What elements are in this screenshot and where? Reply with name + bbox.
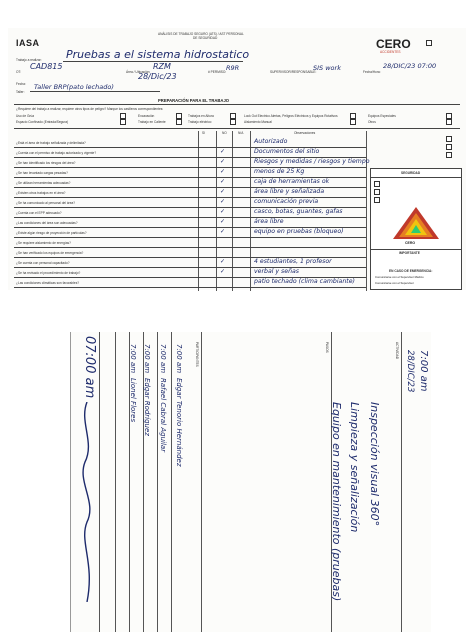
shop-value: Taller BRP(pato lechado) — [34, 83, 114, 91]
checklist-question: ¿Las condiciones del área son adecuadas? — [16, 221, 78, 225]
form-title: ANÁLISIS DE TRABAJO SEGURO (ATS) / AST PERSONAL — [158, 32, 244, 36]
col-si: SI — [202, 131, 206, 135]
side-checkbox[interactable] — [446, 136, 452, 142]
check-mark-icon[interactable]: ✓ — [220, 149, 226, 155]
check-mark-icon[interactable]: ✓ — [220, 189, 226, 195]
checklist-observation: menos de 25 Kg — [254, 168, 305, 175]
checklist-observation: caja de herramientas ok — [254, 178, 330, 185]
safety-side-panel — [370, 168, 462, 290]
checklist-question: ¿Las condiciones climáticas son favorables? — [16, 281, 80, 285]
supervisor-label: SUPERVISOR/RESPONSABLE: — [270, 70, 317, 74]
checklist-question: ¿Se ha comunicado al personal del área? — [16, 201, 76, 205]
type-checkbox[interactable] — [446, 119, 452, 125]
type-checkbox[interactable] — [350, 119, 356, 125]
activity-sheet-rotated — [70, 332, 431, 632]
cero-accidentes-logo: CERO — [376, 37, 411, 51]
participant-time: 7:00 am — [143, 344, 151, 374]
checklist-question: ¿Se requiere aislamiento de energías? — [16, 241, 71, 245]
signature-time: 07:00 am — [82, 336, 97, 399]
label-steps: PASOS — [325, 342, 329, 353]
type-option: Trabajo eléctrico — [188, 120, 212, 124]
type-checkbox[interactable] — [350, 113, 356, 119]
type-option: Lock Out Electrico Alertas, Peligros Eléctricos y Equipos Rotativos — [244, 114, 338, 118]
datetime-value: 28/DIC/23 07:00 — [383, 62, 437, 70]
checklist-observation: área libre — [254, 218, 284, 225]
participant-time: 7:00 am — [159, 344, 167, 374]
col-na: N/A — [238, 131, 244, 135]
ot-label: OT: — [16, 70, 21, 74]
checklist-observation: comunicación previa — [254, 198, 319, 205]
type-checkbox[interactable] — [176, 119, 182, 125]
datetime-label: Fecha/Hora: — [363, 70, 381, 74]
checklist-question: ¿Se han levantado cargas pesadas? — [16, 171, 68, 175]
label-activity: ACTIVIDAD — [395, 342, 399, 360]
form-subtitle: DE SEGURIDAD — [193, 36, 218, 40]
checklist-question: ¿Cuenta con el EPP adecuado? — [16, 211, 62, 215]
checklist-observation: Documentos del sitio — [254, 148, 320, 155]
participant-time: 7:00 am — [129, 344, 137, 374]
type-checkbox[interactable] — [176, 113, 182, 119]
check-mark-icon[interactable]: ✓ — [220, 219, 226, 225]
col-no: NO — [222, 131, 227, 135]
check-mark-icon[interactable]: ✓ — [220, 169, 226, 175]
label-participants: PARTICIPANTES — [195, 342, 199, 367]
check-mark-icon[interactable]: ✓ — [220, 209, 226, 215]
ats-form-sheet — [8, 28, 466, 290]
type-option: Equipos Especiales — [368, 114, 396, 118]
step-3: Equipo en mantenimiento (pruebas) — [330, 402, 343, 602]
check-mark-icon[interactable]: ✓ — [220, 199, 226, 205]
col-observations: Observaciones — [294, 131, 316, 135]
emergency-title: EN CASO DE EMERGENCIA: — [389, 269, 433, 273]
check-mark-icon[interactable]: ✓ — [220, 259, 226, 265]
checklist-question: ¿Se han verificado los equipos de emergencia? — [16, 251, 84, 255]
permit-value: R9R — [226, 64, 240, 72]
participant-time: 7:00 am — [175, 344, 183, 374]
participant-name: Edgar Tenorio Hernández — [175, 378, 183, 467]
side-panel-title: SEGURIDAD — [401, 171, 421, 175]
check-mark-icon[interactable]: ✓ — [220, 159, 226, 165]
checklist-question: ¿Existen otros trabajos en el área? — [16, 191, 66, 195]
side-checkbox[interactable] — [446, 144, 452, 150]
type-option: Excavación — [138, 114, 155, 118]
side-checkbox[interactable] — [374, 197, 380, 203]
checklist-question: ¿Existe algún riesgo de proyección de partículas? — [16, 231, 87, 235]
participant-name: Edgar Rodríguez — [143, 378, 151, 436]
checklist-question: ¿Se utilizan herramientas adecuadas? — [16, 181, 71, 185]
checklist-observation: Autorizado — [254, 138, 288, 145]
pyramid-label: CERO — [405, 241, 416, 245]
check-mark-icon[interactable]: ✓ — [220, 269, 226, 275]
shop-label: Taller: — [16, 90, 25, 94]
checklist-observation: área libre y señalizada — [254, 188, 325, 195]
area-value: RZM — [153, 62, 171, 71]
date-label: Fecha: — [16, 82, 26, 86]
checklist-question: ¿Cuenta con el permiso de trabajo autorizado y vigente? — [16, 151, 97, 155]
task-label: Trabajo a realizar: — [16, 58, 42, 62]
ot-value: CAD815 — [30, 62, 63, 71]
check-mark-icon[interactable]: ✓ — [220, 179, 226, 185]
area-label: Área / Ubicación: — [126, 70, 151, 74]
side-checkbox[interactable] — [446, 152, 452, 158]
type-option: Trabajo en Caliente — [138, 120, 166, 124]
type-option: Trabajos en Altura — [188, 114, 214, 118]
supervisor-value: SIS work — [313, 64, 341, 72]
type-checkbox[interactable] — [120, 113, 126, 119]
important-label: IMPORTANTE — [399, 251, 420, 255]
type-option: Otros — [368, 120, 376, 124]
checklist-question: ¿Se han identificado los riesgos del área? — [16, 161, 76, 165]
side-checkbox[interactable] — [374, 189, 380, 195]
cero-accidentes-sub: ACCIDENTES — [380, 50, 401, 54]
checklist-observation: verbal y señas — [254, 268, 300, 275]
iasa-logo: IASA — [16, 38, 40, 48]
participant-name: Rafael Cabral Aguilar — [159, 378, 167, 453]
checklist-question: ¿Se ha revisado el procedimiento de trabajo? — [16, 271, 81, 275]
emergency-line-1: Comunicarse con el Supervisor Médico — [375, 275, 424, 279]
task-value: Pruebas a el sistema hidrostatico — [66, 48, 250, 61]
header-checkbox[interactable] — [426, 40, 432, 46]
type-checkbox[interactable] — [230, 113, 236, 119]
checklist-question: ¿Está el área de trabajo señalizada y delimitada? — [16, 141, 86, 145]
step-1: Inspección visual 360° — [368, 402, 381, 527]
check-mark-icon[interactable]: ✓ — [220, 229, 226, 235]
type-checkbox[interactable] — [230, 119, 236, 125]
side-checkbox[interactable] — [374, 181, 380, 187]
checklist-observation: 4 estudiantes, 1 profesor — [254, 258, 332, 265]
type-option: Aislamiento Manual — [244, 120, 272, 124]
checklist-observation: patio techado (clima cambiante) — [254, 278, 355, 285]
signature-scribble-icon — [75, 402, 99, 602]
checklist-table — [14, 131, 370, 291]
checklist-observation: casco, botas, guantes, gafas — [254, 208, 343, 215]
section-title: PREPARACIÓN PARA EL TRABAJO — [158, 98, 230, 103]
activity-date: 28/DIC/23 — [405, 350, 415, 393]
step-2: Limpieza y señalización — [348, 402, 361, 533]
type-option: Espacio Confinado (Entrada/Segura) — [16, 120, 69, 124]
date-value: 28/Dic/23 — [138, 72, 177, 81]
checklist-observation: Riesgos y medidas / riesgos y tiempo — [254, 158, 370, 165]
type-checkbox[interactable] — [120, 119, 126, 125]
checklist-observation: equipo en pruebas (bloqueo) — [254, 228, 344, 235]
type-question: ¿Requiere del trabajo a realizar, requiere otros tipos de peligro? Marque los casilleros correspondientes: — [16, 107, 164, 111]
activity-time: 7:00 am — [418, 350, 429, 392]
type-option: Uso de Grúa — [16, 114, 35, 118]
participant-name: Lionel Flores — [129, 378, 137, 423]
safety-pyramid-icon — [393, 207, 439, 239]
permit-label: # PERMISO: — [208, 70, 227, 74]
emergency-line-2: Comunicarse con el Supervisor — [375, 281, 414, 285]
type-checkbox[interactable] — [446, 113, 452, 119]
checklist-question: ¿Se cuenta con personal capacitado? — [16, 261, 70, 265]
